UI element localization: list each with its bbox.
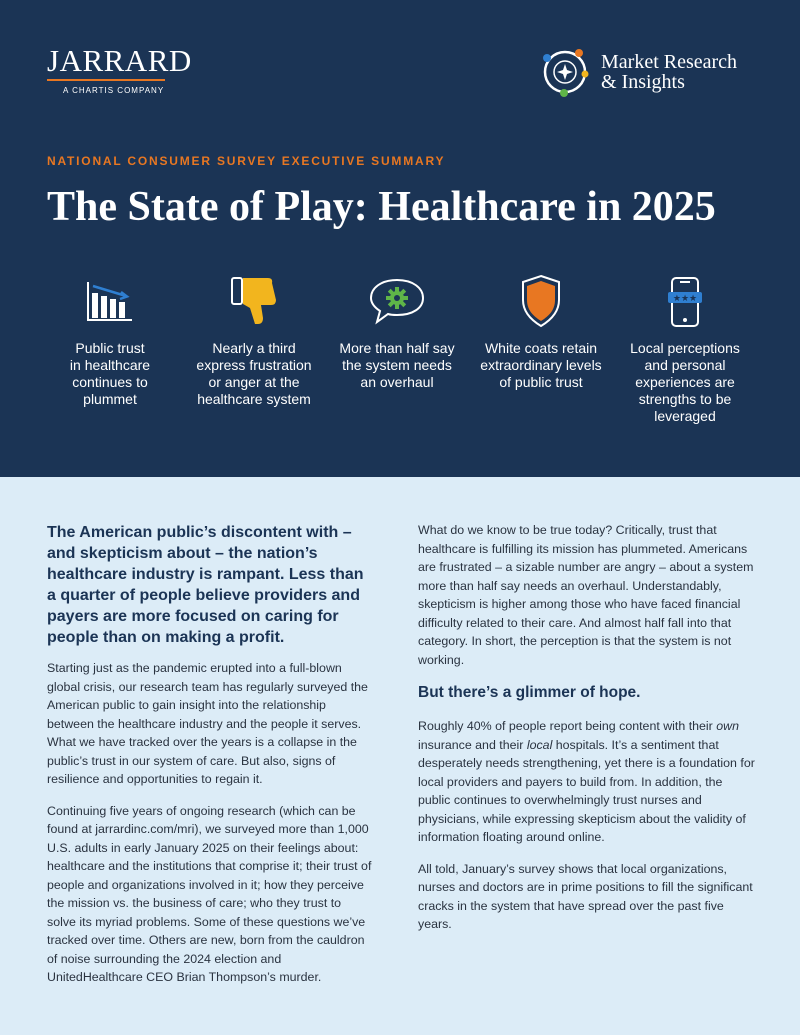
eyebrow-label: NATIONAL CONSUMER SURVEY EXECUTIVE SUMMARY [47,154,446,168]
left-column [47,477,387,987]
mri-orbit-icon [538,44,594,100]
jarrard-logo [47,43,192,95]
header-band [0,0,800,477]
shield-icon [511,274,571,330]
declining-bar-chart-icon [80,274,140,330]
highlight-overhaul [327,274,467,391]
highlight-white-coats [471,274,611,391]
highlight-frustration [184,274,324,408]
summary-body [0,477,800,1035]
logo-underline [47,79,165,81]
highlight-text: Public trust in healthcare continues to plummet [69,340,151,407]
body-paragraph: What do we know to be true today? Critically, trust that healthcare is fulfilling its mission has plummeted. Americans are frustrated – a sizable number are angry – about a system more than half say needs an overhaul. Understandably, skepticism is higher among those who have faced financial difficulty related to their care. And almost half fall into that category. In short, the perception is that the system is not working. [418,523,754,667]
jarrard-tagline: A CHARTIS COMPANY [63,86,165,95]
body-paragraph: All told, January’s survey shows that local organizations, nurses and doctors are in prime positions to fill the significant cracks in the system that have spread over the past five years. [418,861,753,931]
body-paragraph: Continuing five years of ongoing research (which can be found at jarrardinc.com/mri), we surveyed more than 1,000 U.S. adults in early January 2025 on their feelings about: healthcare and the institutions that comprise it; their trust of people and organizations involved in it; how they perceive the mission vs. the business of care; who they trust to solve its myriad problems. Some of these questions we’ve tracked over time. Others are new, born from the cauldron of noise surrounding the 2024 election and UnitedHealthcare CEO Brian Thompson’s murder. [47,803,372,984]
body-paragraph: Starting just as the pandemic erupted into a full-blown global crisis, our research team has regularly surveyed the American public to gain insight into the relationship between the healthcare industry and the people it serves. What we have tracked over the years is a collapse in the public’s trust in our system of care. But also, signs of resilience and opportunities to regain it. [47,661,368,786]
jarrard-wordmark: JARRARD [47,43,192,78]
highlight-local [615,274,755,425]
market-research-logo [538,44,768,100]
mri-name-line1: Market Research [601,51,738,73]
right-column [418,477,758,934]
speech-bubble-gear-icon [367,274,427,330]
page-title: The State of Play: Healthcare in 2025 [47,184,716,230]
thumbs-down-icon [224,274,284,330]
highlight-text: White coats retain extraordinary levels of public trust [480,340,602,390]
svg-text:★★★: ★★★ [672,294,698,304]
highlight-trust [40,274,180,408]
section-subhead: But there’s a glimmer of hope. [418,684,641,701]
highlight-text: More than half say the system needs an overhaul [339,340,455,390]
lead-paragraph: The American public’s discontent with – and skepticism about – the nation’s healthcare industry is rampant. Less than a quarter of people believe providers and payers are more focused on caring for people than on making a profit. [47,524,364,646]
body-paragraph: Roughly 40% of people report being content with their own insurance and their local hospitals. It’s a sentiment that desperately needs strengthening, yet there is a foundation for local providers and payers to build from. In addition, the public continues to overwhelmingly trust nurses and physicians, while expressing skepticism about the validity of information floating around online. [418,719,755,844]
phone-rating-icon [655,274,715,330]
highlight-text: Nearly a third express frustration or anger at the healthcare system [196,340,312,407]
highlights-row [40,274,770,434]
mri-name-line2: & Insights [601,71,685,93]
highlight-text: Local perceptions and personal experiences are strengths to be leveraged [630,340,740,424]
mri-name [601,52,737,92]
